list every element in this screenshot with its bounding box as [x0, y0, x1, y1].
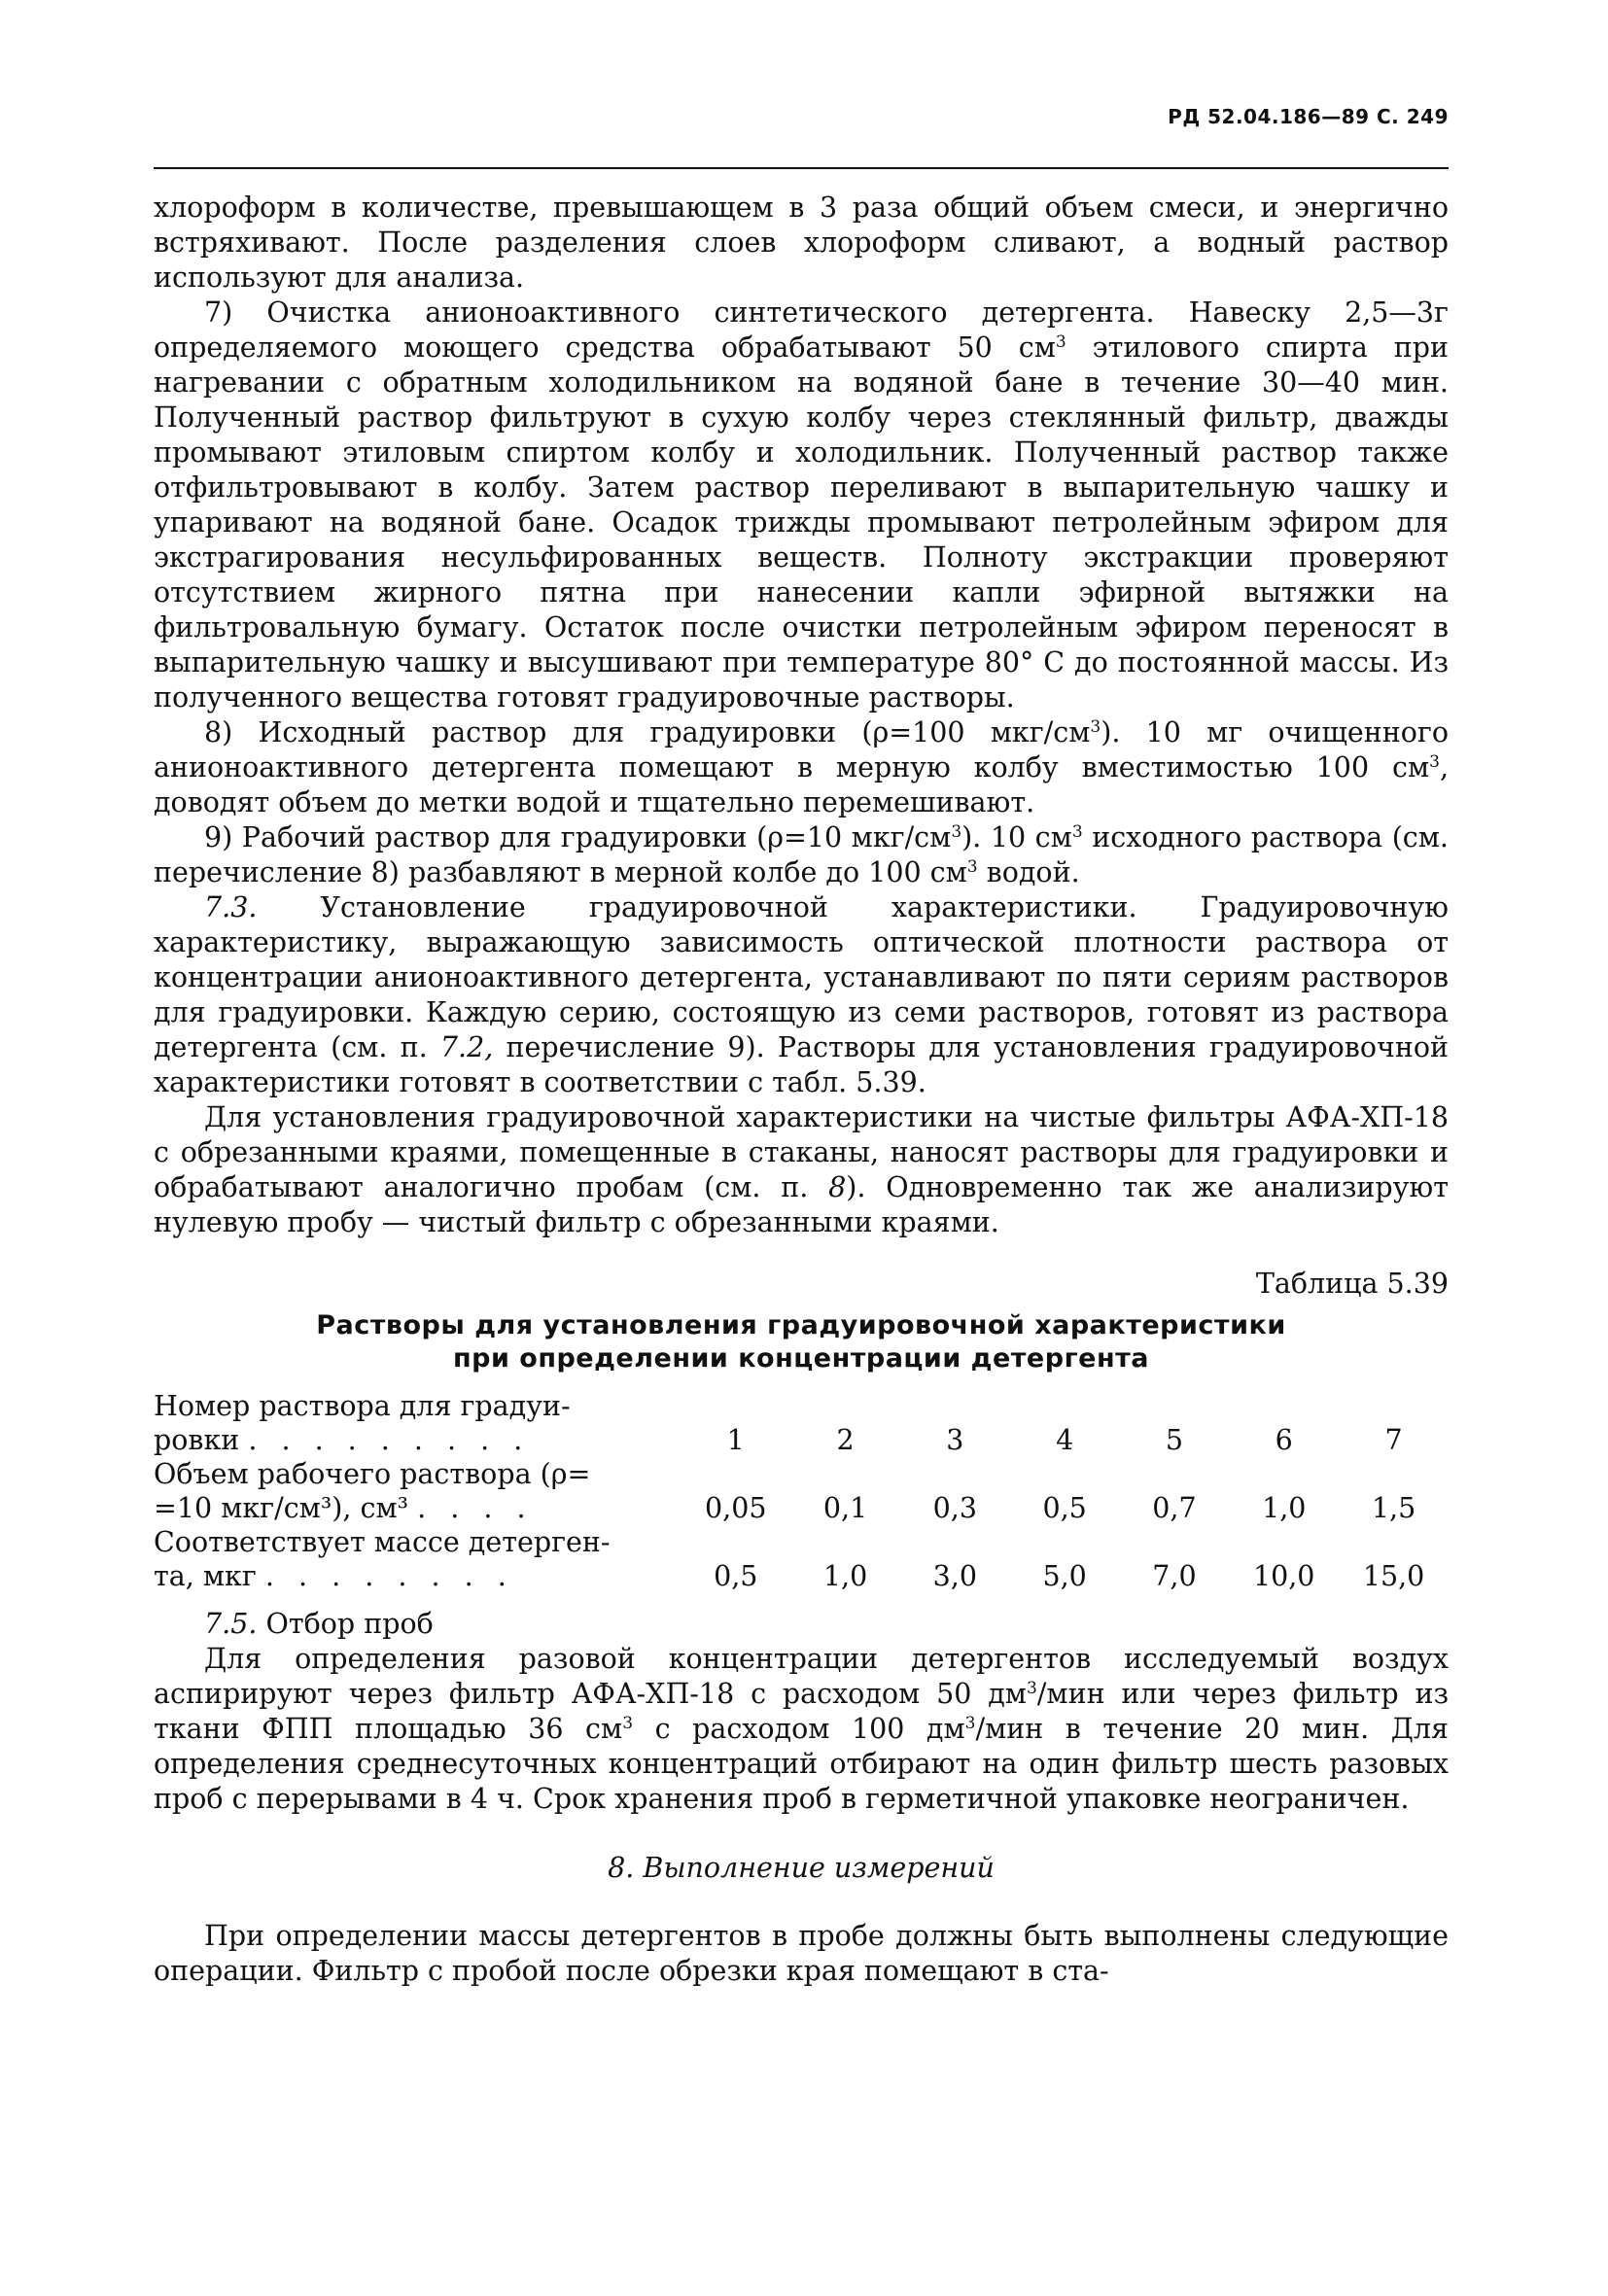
row-label: Номер раствора для градуи- — [154, 1390, 571, 1422]
table-row — [154, 1457, 1449, 1491]
table-caption: Растворы для установления градуировочной характеристики при определении концентрации детергента — [316, 1310, 1286, 1374]
row-label: Объем рабочего раствора (ρ= — [154, 1458, 591, 1490]
table-cell: 4 — [1056, 1424, 1074, 1456]
table-row — [154, 1389, 1449, 1423]
section-7-5-heading: 7.5. Отбор проб — [204, 1608, 434, 1640]
header-rule — [154, 167, 1449, 169]
table-row: =10 мкг/см³), см³ . . . . 0,05 0,1 0,3 0,5 0,7 1,0 1,5 — [154, 1491, 1449, 1525]
page-header: РД 52.04.186—89 С. 249 — [1168, 105, 1449, 128]
table-cell: 1,0 — [1262, 1492, 1307, 1524]
row-label: Соответствует массе детерген- — [154, 1526, 611, 1558]
table-cell: 0,1 — [822, 1492, 868, 1524]
table-cell: 1,0 — [822, 1560, 868, 1592]
page-content — [154, 191, 1449, 1989]
paragraph-filters: Для установления градуировочной характеристики на чистые фильтры АФА-ХП-18 с обрезанными краями, помещенные в стаканы, наносят растворы для градуировки и обрабатывают аналогично пробам (см. п. 8). Одновременно так же анализируют нулевую пробу — чистый фильтр с обрезанными краями. — [154, 1101, 1450, 1238]
table-cell: 15,0 — [1362, 1560, 1425, 1592]
table-cell: 2 — [836, 1424, 855, 1456]
table-cell: 10,0 — [1252, 1560, 1315, 1592]
table-cell: 1,5 — [1371, 1492, 1416, 1524]
table-cell: 0,3 — [932, 1492, 977, 1524]
paragraph-continuation: хлороформ в количестве, превышающем в 3 раза общий объем смеси, и энергично встряхивают. После разделения слоев хлороформ сливают, а водный раствор используют для анализа. — [154, 191, 1449, 294]
table-cell: 0,05 — [705, 1492, 767, 1524]
calibration-table — [154, 1389, 1449, 1593]
paragraph-item-9: 9) Рабочий раствор для градуировки (ρ=10 мкг/$см^3$). 10 $см^3$ исходного раствора (см. перечисление 8) разбавляют в мерной колбе до 100 $см^3$ водой. — [154, 821, 1449, 888]
table-cell: 3 — [946, 1424, 964, 1456]
paragraph-7-3: 7.3. Установление градуировочной характеристики. Градуировочную характеристику, выражающую зависимость оптической плотности раствора от концентрации анионоактивного детергента, устанавливают по пяти сериям растворов для градуировки. Каждую серию, состоящую из семи растворов, готовят из раствора детергента (см. п. 7.2, перечисление 9). Растворы для установления градуировочной характеристики готовят в соответствии с табл. 5.39. — [154, 891, 1449, 1098]
table-cell: 0,5 — [714, 1560, 758, 1592]
table-row: та, мкг . . . . . . . . 0,5 1,0 3,0 5,0 7,0 10,0 15,0 — [154, 1559, 1449, 1593]
paragraph-item-7: 7) Очистка анионоактивного синтетического детергента. Навеску 2,5—3г определяемого моющего средства обрабатывают 50 $см^3$ этилового спирта при нагревании с обратным холодильником на водяной бане в течение 30—40 мин. Полученный раствор фильтруют в сухую колбу через стеклянный фильтр, дважды промывают этиловым спиртом колбу и холодильник. Полученный раствор также отфильтровывают в колбу. Затем раствор переливают в выпарительную чашку и упаривают на водяной бане. Осадок трижды промывают петролейным эфиром для экстрагирования несульфированных веществ. Полноту экстракции проверяют отсутствием жирного пятна при нанесении капли эфирной вытяжки на фильтровальную бумагу. Остаток после очистки петролейным эфиром переносят в выпарительную чашку и высушивают при температуре 80° С до постоянной массы. Из полученного вещества готовят градуировочные растворы. — [154, 296, 1450, 713]
section-8-text: При определении массы детергентов в пробе должны быть выполнены следующие операции. Фильтр с пробой после обрезки края помещают в ста- — [154, 1920, 1449, 1987]
table-cell: 1 — [726, 1424, 745, 1456]
table-label: Таблица 5.39 — [1255, 1268, 1449, 1300]
paragraph-item-8: 8) Исходный раствор для градуировки (ρ=100 мкг/$см^3$). 10 мг очищенного анионоактивного детергента помещают в мерную колбу вместимостью 100 $см^3$, доводят объем до метки водой и тщательно перемешивают. — [154, 716, 1450, 818]
table-row: ровки . . . . . . . . . 1 2 3 4 5 6 7 — [154, 1423, 1449, 1457]
table-cell: 3,0 — [932, 1560, 977, 1592]
table-cell: 7,0 — [1152, 1560, 1197, 1592]
section-7-5-text: Для определения разовой концентрации детергентов исследуемый воздух аспирируют через фильтр АФА-ХП-18 с расходом 50 $дм^3$/мин или через фильтр из ткани ФПП площадью 36 $см^3$ с расходом 100 $дм^3$/мин в течение 20 мин. Для определения среднесуточных концентраций отбирают на один фильтр шесть разовых проб с перерывами в 4 ч. Срок хранения проб в герметичной упаковке неограничен. — [154, 1643, 1450, 1815]
section-8-title: 8. Выполнение измерений — [608, 1852, 995, 1884]
table-cell: 7 — [1384, 1424, 1403, 1456]
table-row — [154, 1525, 1449, 1559]
table-cell: 5,0 — [1042, 1560, 1087, 1592]
table-cell: 5 — [1165, 1424, 1183, 1456]
table-cell: 6 — [1275, 1424, 1293, 1456]
table-cell: 0,7 — [1152, 1492, 1197, 1524]
table-cell: 0,5 — [1042, 1492, 1087, 1524]
